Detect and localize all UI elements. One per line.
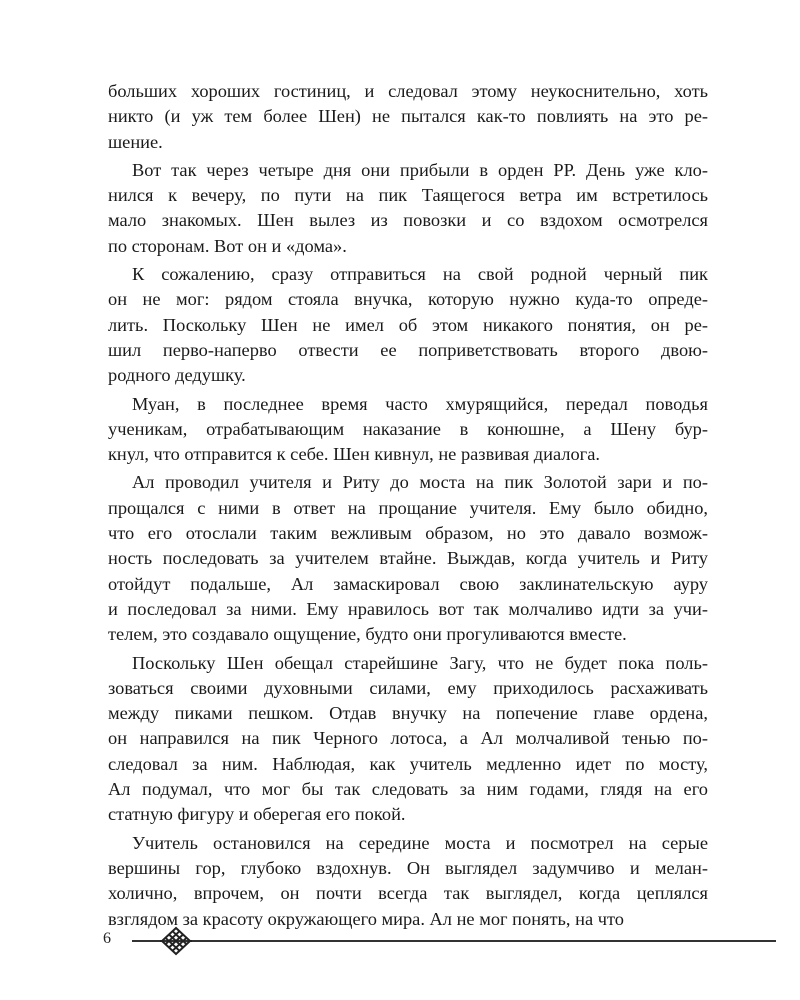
text-line: Ал проводил учителя и Риту до моста на пик Золотой зари и по-: [132, 472, 708, 493]
text-line: что его отослали таким вежливым образом, но это давало возмож-: [108, 523, 708, 544]
paragraph: [108, 651, 708, 828]
text-line: статную фигуру и оберегая его покой.: [108, 804, 406, 825]
text-line: нился к вечеру, по пути на пик Таящегося ветра им встретилось: [108, 185, 708, 206]
text-line: зоваться своими духовными силами, ему приходилось расхаживать: [108, 677, 708, 698]
footer-rule-line: [132, 940, 776, 942]
text-line: лить. Поскольку Шен не имел об этом никакого понятия, он ре-: [108, 314, 708, 335]
text-line: Ал подумал, что мог бы так следовать за ним годами, глядя на его: [108, 779, 708, 800]
text-line: ность последовать за учителем втайне. Выждав, когда учитель и Риту: [108, 548, 708, 569]
text-line: мало знакомых. Шен вылез из повозки и со вздохом осмотрелся: [108, 210, 708, 231]
text-line: следовал за ним. Наблюдая, как учитель медленно идет по мосту,: [108, 753, 708, 774]
text-line: никто (и уж тем более Шен) не пытался как-то повлиять на это ре-: [108, 106, 708, 127]
text-line: Муан, в последнее время часто хмурящийся, передал поводья: [132, 393, 708, 414]
text-line: Поскольку Шен обещал старейшине Загу, что не будет пока поль-: [132, 652, 708, 673]
endless-knot-icon: [160, 926, 192, 956]
text-line: кнул, что отправится к себе. Шен кивнул, не развивая диалога.: [108, 444, 600, 465]
text-line: больших хороших гостиниц, и следовал этому неукоснительно, хоть: [108, 81, 708, 101]
text-line: он направился на пик Черного лотоса, а Ал молчаливой тенью по-: [108, 728, 708, 749]
text-line: Учитель остановился на середине моста и посмотрел на серые: [132, 832, 708, 853]
text-line: Вот так через четыре дня они прибыли в орден РР. День уже кло-: [132, 159, 708, 180]
text-line: родного дедушку.: [108, 365, 246, 386]
text-line: он не мог: рядом стояла внучка, которую нужно куда-то опреде-: [108, 289, 708, 310]
page-number: 6: [103, 930, 111, 947]
page-footer: [0, 920, 800, 960]
paragraph: [108, 158, 708, 259]
paragraph: [108, 392, 708, 468]
text-line: прощался с ними в ответ на прощание учителя. Ему было обидно,: [108, 497, 708, 518]
text-line: взглядом за красоту окружающего мира. Ал не мог понять, на что: [108, 908, 624, 929]
text-line: ученикам, отрабатывающим наказание в конюшне, а Шену бур-: [108, 418, 708, 439]
paragraph: [108, 470, 708, 647]
page-body-text: [108, 79, 708, 932]
text-line: отойдут подальше, Ал замаскировал свою заклинательскую ауру: [108, 573, 708, 594]
text-line: вершины гор, глубоко вздохнув. Он выглядел задумчиво и мелан-: [108, 857, 708, 878]
text-line: холично, впрочем, он почти всегда так выглядел, когда цеплялся: [108, 883, 708, 904]
text-line: шил перво-наперво отвести ее поприветствовать второго двою-: [108, 339, 708, 360]
paragraph: [108, 831, 708, 932]
text-line: по сторонам. Вот он и «дома».: [108, 235, 347, 256]
text-line: телем, это создавало ощущение, будто они прогуливаются вместе.: [108, 624, 627, 645]
paragraph: [108, 262, 708, 388]
text-line: шение.: [108, 131, 163, 152]
footer-rule: [132, 940, 776, 942]
text-line: и последовал за ними. Ему нравилось вот так молчаливо идти за учи-: [108, 598, 708, 619]
text-line: К сожалению, сразу отправиться на свой родной черный пик: [132, 264, 708, 285]
paragraph: [108, 79, 708, 155]
text-line: между пиками пешком. Отдав внучку на попечение главе ордена,: [108, 703, 708, 724]
